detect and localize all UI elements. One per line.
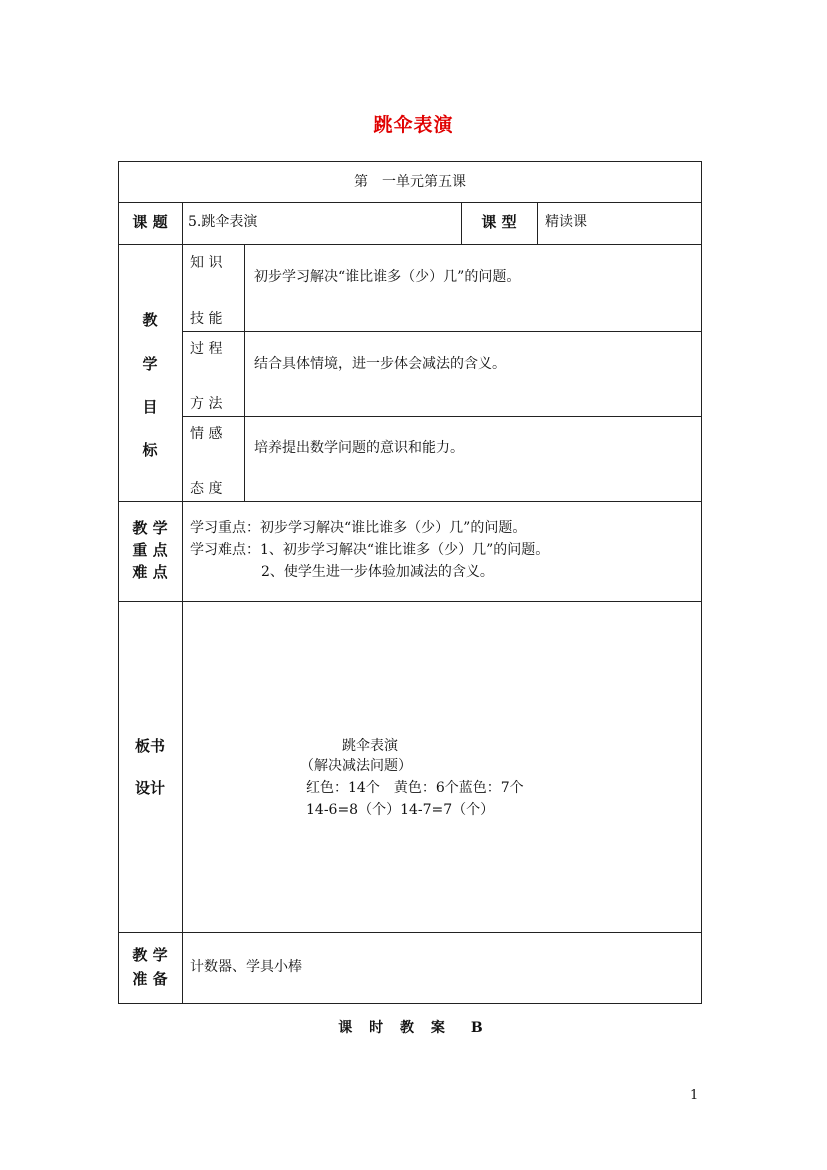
subcolumn-divider xyxy=(244,244,245,501)
board-line: 14-6=8（个）14-7=7（个） xyxy=(306,802,495,818)
keypoints-label: 教 学 xyxy=(132,519,168,537)
keypoint-line: 学习难点：1、初步学习解决“谁比谁多（少）几”的问题。 xyxy=(190,542,550,558)
board-line: （解决减法问题） xyxy=(300,758,412,774)
goals-label-char: 教 xyxy=(142,311,158,329)
table-border-top xyxy=(118,161,702,162)
keypoint-line: 2、使学生进一步体验加减法的含义。 xyxy=(261,564,494,580)
keypoints-label: 重 点 xyxy=(132,541,168,559)
goals-label-char: 学 xyxy=(142,355,158,373)
goal-sub-label: 态 度 xyxy=(190,481,223,497)
unit-header: 第 一单元第五课 xyxy=(354,174,466,190)
goal-sub-label: 方 法 xyxy=(190,396,223,412)
footer-caption: 课 时 教 案 B xyxy=(338,1020,489,1036)
goals-label-char: 目 xyxy=(142,398,158,416)
row-divider xyxy=(118,202,702,203)
prep-label: 教 学 xyxy=(132,946,168,964)
row-divider xyxy=(118,501,702,502)
goal-sub-label: 情 感 xyxy=(190,426,223,442)
table-border-right xyxy=(701,161,702,1004)
prep-value: 计数器、学具小棒 xyxy=(190,959,302,975)
goals-label-char: 标 xyxy=(142,441,158,459)
board-label: 板书 xyxy=(134,737,165,755)
topic-label: 课 题 xyxy=(132,213,168,231)
board-label: 设计 xyxy=(134,779,165,797)
goal-text: 培养提出数学问题的意识和能力。 xyxy=(254,440,464,456)
goal-sub-label: 知 识 xyxy=(190,255,223,271)
board-line: 红色：14个 黄色：6个蓝色：7个 xyxy=(306,780,524,796)
table-border-bottom xyxy=(118,1003,702,1004)
board-line: 跳伞表演 xyxy=(342,738,398,754)
page-number: 1 xyxy=(690,1088,699,1103)
table-border-left xyxy=(118,161,119,1004)
keypoint-line: 学习重点：初步学习解决“谁比谁多（少）几”的问题。 xyxy=(190,520,527,536)
prep-label: 准 备 xyxy=(132,970,168,988)
row-divider xyxy=(118,932,702,933)
goal-sub-label: 过 程 xyxy=(190,341,223,357)
type-value: 精读课 xyxy=(545,214,587,230)
keypoints-label: 难 点 xyxy=(132,563,168,581)
goal-text: 结合具体情境，进一步体会减法的含义。 xyxy=(254,356,506,372)
row-divider xyxy=(118,244,702,245)
row-divider xyxy=(118,601,702,602)
label-column-divider xyxy=(182,202,183,1003)
topic-value: 5.跳伞表演 xyxy=(188,214,258,230)
goal-sub-label: 技 能 xyxy=(190,311,223,327)
goal-divider xyxy=(182,416,702,417)
goal-text: 初步学习解决“谁比谁多（少）几”的问题。 xyxy=(254,269,521,285)
type-label: 课 型 xyxy=(481,213,517,231)
document-title: 跳伞表演 xyxy=(373,114,454,136)
goal-divider xyxy=(182,331,702,332)
type-column-divider xyxy=(537,202,538,244)
